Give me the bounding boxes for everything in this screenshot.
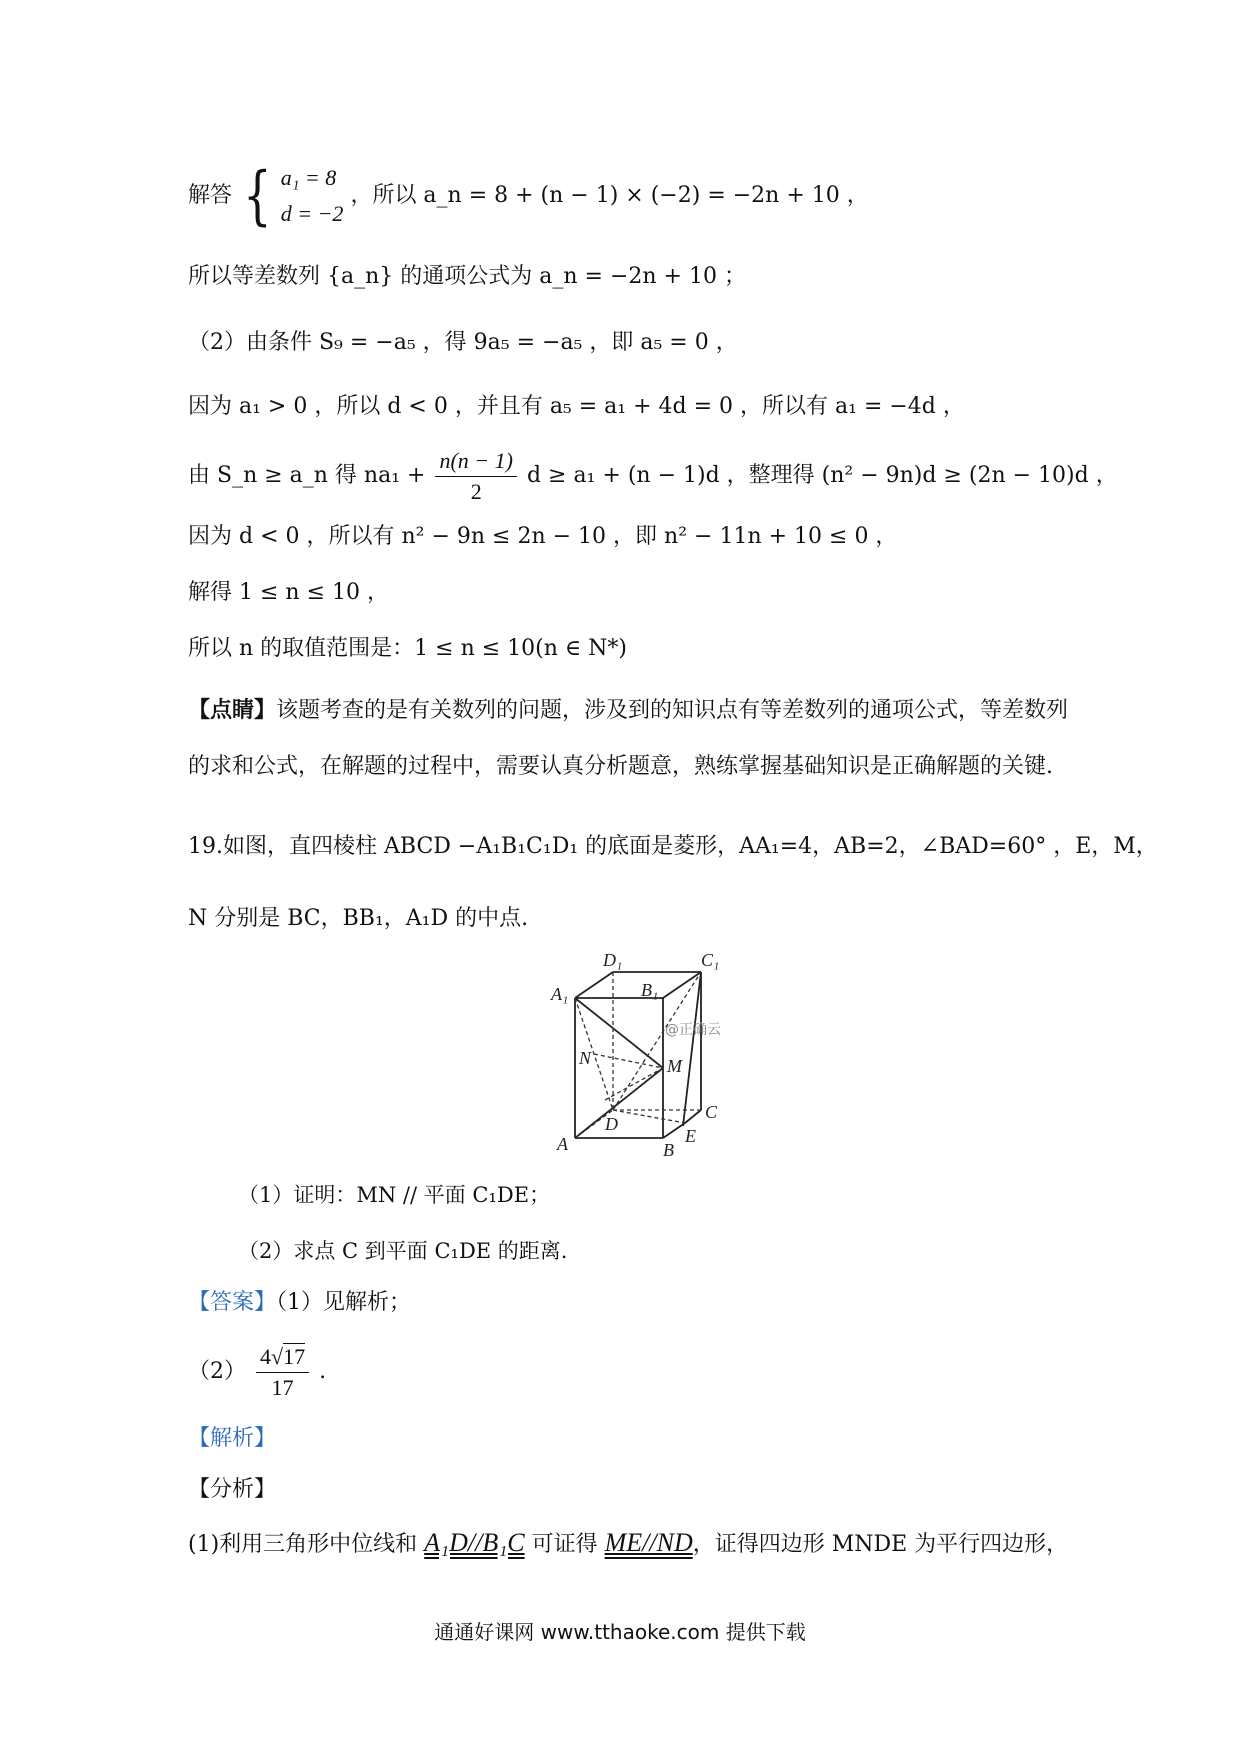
remark-line-2: 的求和公式，在解题的过程中，需要认真分析题意，熟练掌握基础知识是正确解题的关键. xyxy=(188,754,1053,779)
answer-period: . xyxy=(319,1359,327,1384)
remark-text-1: 该题考查的是有关数列的问题，涉及到的知识点有等差数列的通项公式，等差数列 xyxy=(276,698,1069,723)
answer-line-2 xyxy=(188,1340,326,1404)
page-footer: 通通好课网 www.tthaoke.com 提供下载 xyxy=(434,1620,806,1644)
solution-system-line xyxy=(188,159,869,233)
inequality-after: d ≥ a₁ + (n − 1)d ，整理得 (n² − 9n)d ≥ (2n − 10)d ， xyxy=(526,463,1118,488)
answer-radicand: 17 xyxy=(283,1343,306,1369)
analysis-mid: 可证得 xyxy=(531,1532,598,1557)
label-B: B xyxy=(663,1140,674,1160)
label-C1: C₁ xyxy=(701,950,720,970)
left-brace: { xyxy=(243,159,272,233)
range-conclusion: 所以 n 的取值范围是：1 ≤ n ≤ 10(n ∈ N*) xyxy=(188,636,628,661)
analysis-line-1 xyxy=(188,1528,1068,1560)
solve-label: 解答 xyxy=(188,183,233,208)
answer-line-1 xyxy=(188,1288,411,1318)
breakdown-tag: 【分析】 xyxy=(188,1477,277,1502)
sum-fraction xyxy=(435,446,517,507)
answer-numerator: 4√17 xyxy=(256,1342,309,1373)
subquestion-2: （2）求点 C 到平面 C₁DE 的距离. xyxy=(238,1239,568,1263)
label-M: M xyxy=(667,1056,682,1076)
fraction-denominator: 2 xyxy=(470,478,482,504)
inequality-solution: 解得 1 ≤ n ≤ 10 ， xyxy=(188,580,389,605)
analysis-before: (1)利用三角形中位线和 xyxy=(188,1532,418,1557)
label-N: N xyxy=(579,1048,592,1068)
parallel-expr-1: A₁D//B₁C xyxy=(424,1528,525,1557)
parallel-expr-2: ME//ND xyxy=(604,1528,693,1557)
remark-tag: 【点睛】 xyxy=(188,697,277,723)
label-B1: B₁ xyxy=(641,980,659,1000)
remark-line-1 xyxy=(188,695,1068,726)
answer-part-2-prefix: （2） xyxy=(188,1359,246,1384)
answer-fraction xyxy=(256,1342,309,1403)
analysis-after: ，证得四边形 MNDE 为平行四边形， xyxy=(692,1532,1069,1557)
prism-figure xyxy=(545,950,735,1166)
label-E: E xyxy=(685,1126,696,1146)
answer-coefficient: 4 xyxy=(260,1343,271,1369)
inequality-setup xyxy=(188,444,1118,508)
system-eq-1: a₁ = 8 xyxy=(280,165,337,190)
part2-condition: （2）由条件 S₉ = −a₅ ，得 9a₅ = −a₅ ，即 a₅ = 0 ， xyxy=(188,330,738,355)
figure-watermark: @正确云 xyxy=(665,1022,721,1038)
analysis-tag: 【解析】 xyxy=(188,1426,277,1451)
label-D: D xyxy=(605,1114,618,1134)
question-19-line-1: 19.如图，直四棱柱 ABCD −A₁B₁C₁D₁ 的底面是菱形，AA₁=4，AB=2，∠BAD=60° ，E，M， xyxy=(188,834,1158,859)
label-A: A xyxy=(557,1134,568,1154)
label-C: C xyxy=(705,1102,718,1122)
subquestion-1: （1）证明：MN // 平面 C₁DE； xyxy=(238,1183,551,1207)
equation-system xyxy=(281,160,344,232)
fraction-numerator: n(n − 1) xyxy=(435,446,517,477)
inequality-before: 由 S_n ≥ a_n 得 na₁ + xyxy=(188,463,426,488)
inequality-simplify: 因为 d < 0 ，所以有 n² − 9n ≤ 2n − 10 ，即 n² − 11n + 10 ≤ 0 ， xyxy=(188,524,898,549)
system-eq-2: d = −2 xyxy=(280,201,344,226)
prism-diagram xyxy=(545,950,735,1160)
general-term-conclusion: 所以等差数列 {a_n} 的通项公式为 a_n = −2n + 10 ； xyxy=(188,264,746,289)
label-D1: D₁ xyxy=(603,950,623,970)
answer-tag: 【答案】 xyxy=(188,1290,277,1315)
general-term-derivation: ，所以 a_n = 8 + (n − 1) × (−2) = −2n + 10 ， xyxy=(350,183,869,208)
label-A1: A₁ xyxy=(551,984,569,1004)
answer-part-1: （1）见解析； xyxy=(276,1290,412,1315)
answer-denominator: 17 xyxy=(271,1374,294,1400)
question-19-line-2: N 分别是 BC，BB₁，A₁D 的中点. xyxy=(188,906,529,931)
sign-analysis: 因为 a₁ > 0 ，所以 d < 0 ，并且有 a₅ = a₁ + 4d = 0 ，所以有 a₁ = −4d ， xyxy=(188,394,965,419)
